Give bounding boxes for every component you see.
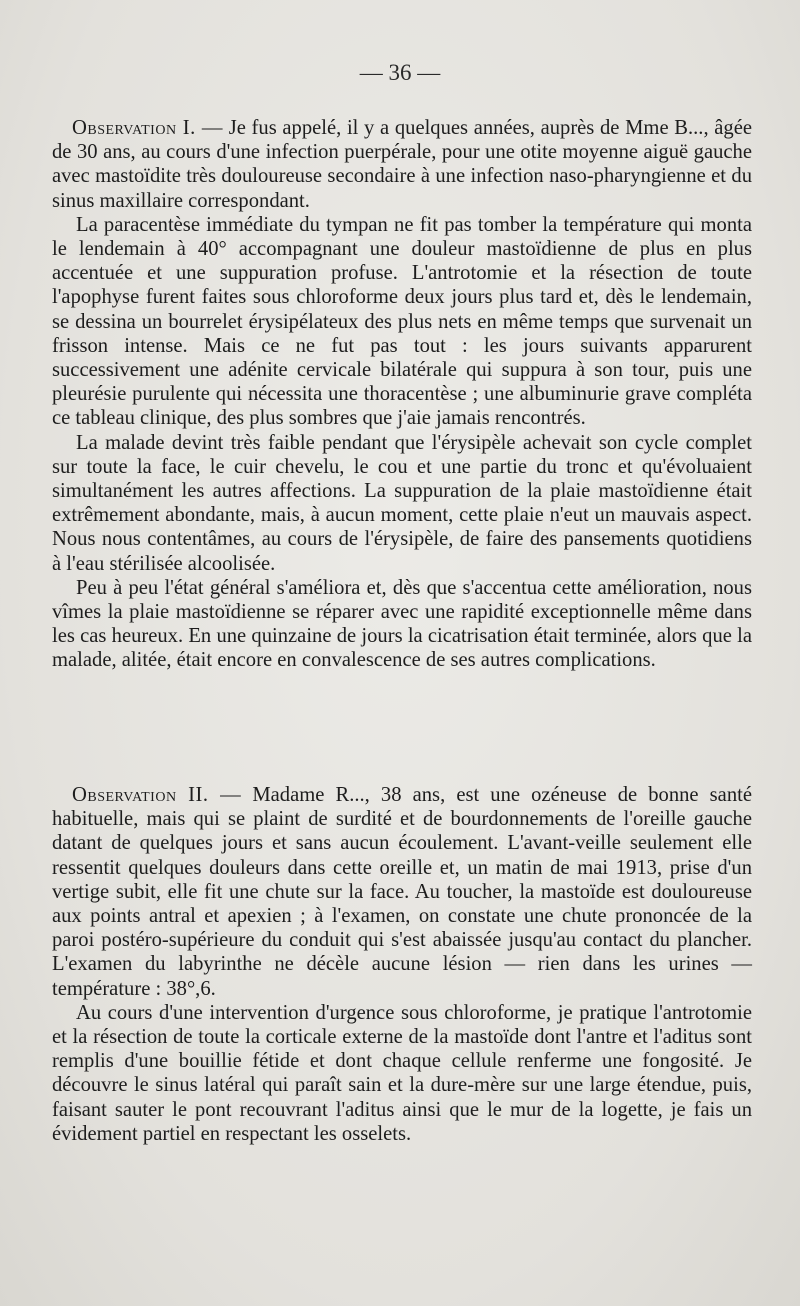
observation-1 <box>52 116 752 673</box>
paragraph-text: Madame R..., 38 ans, est une ozéneuse de bonne santé habituelle, mais qui se plaint de surdité et de bourdonnements de l'oreille gauche datant de quelques jours et sans aucun écoulement. L'avant-veille seulement elle ressentit quelques douleurs dans cette oreille et, un matin de mai 1913, prise d'un vertige subit, elle fit une chute sur la face. Au toucher, la mastoïde est douloureuse aux points antral et apexien ; à l'examen, on constate une chute prononcée de la paroi postéro-supérieure du conduit qui s'est abaissée jusqu'au contact du plancher. L'examen du labyrinthe ne décèle aucune lésion — rien dans les urines — température : 38°,6. <box>52 784 752 1000</box>
paragraph-text: Je fus appelé, il y a quelques années, auprès de Mme B..., âgée de 30 ans, au cours d'une infection puerpérale, pour une otite moyenne aiguë gauche avec mastoïdite très douloureuse secondaire à une infection naso-pharyngienne et du sinus maxillaire correspondant. <box>52 117 752 212</box>
observation-2-paragraph: Au cours d'une intervention d'urgence sous chloroforme, je pratique l'antrotomie et la résection de toute la corticale externe de la mastoïde dont l'antre et l'aditus sont remplis d'une bouillie fétide et dont chaque cellule renferme une fongosité. Je découvre le sinus latéral qui paraît sain et la dure-mère sur une large étendue, puis, faisant sauter le pont recouvrant l'aditus ainsi que le mur de la logette, je fais un évidement partiel en respectant les osselets. <box>52 1001 752 1145</box>
observation-2 <box>52 783 752 1146</box>
observation-1-paragraph: Peu à peu l'état général s'améliora et, dès que s'accentua cette amélioration, nous vîmes la plaie mastoïdienne se réparer avec une rapidité exceptionnelle même dans les cas heureux. En une quinzaine de jours la cicatrisation était terminée, alors que la malade, alitée, était encore en convalescence de ses autres complications. <box>52 576 752 672</box>
observation-1-paragraph: La paracentèse immédiate du tympan ne fit pas tomber la température qui monta le lendemain à 40° accompagnant une douleur mastoïdienne de plus en plus accentuée et une suppuration profuse. L'antrotomie et la résection de toute l'apophyse furent faites sous chloroforme deux jours plus tard et, dès le lendemain, se dessina un bourrelet érysipélateux des plus nets en même temps que survenait un frisson intense. Mais ce ne fut pas tout : les jours suivants apparurent successivement une adénite cervicale bilatérale qui suppura à son tour, puis une pleurésie purulente qui nécessita une thoracentèse ; une albuminurie grave compléta ce tableau clinique, des plus sombres que j'aie jamais rencontrés. <box>52 213 752 430</box>
observation-2-paragraph <box>52 783 752 1001</box>
observation-1-paragraph: La malade devint très faible pendant que l'érysipèle achevait son cycle complet sur toute la face, le cuir chevelu, le cou et une partie du tronc et qu'évoluaient simultanément les autres affections. La suppuration de la plaie mastoïdienne était extrêmement abondante, mais, à aucun moment, cette plaie n'eut un mauvais aspect. Nous nous contentâmes, au cours de l'érysipèle, de faire des pansements quotidiens à l'eau stérilisée alcoolisée. <box>52 431 752 575</box>
observation-1-paragraph <box>52 116 752 213</box>
observation-1-heading: Observation I. — <box>72 117 224 139</box>
page-number: — 36 — <box>359 60 441 85</box>
observation-2-heading: Observation II. — <box>72 784 242 806</box>
